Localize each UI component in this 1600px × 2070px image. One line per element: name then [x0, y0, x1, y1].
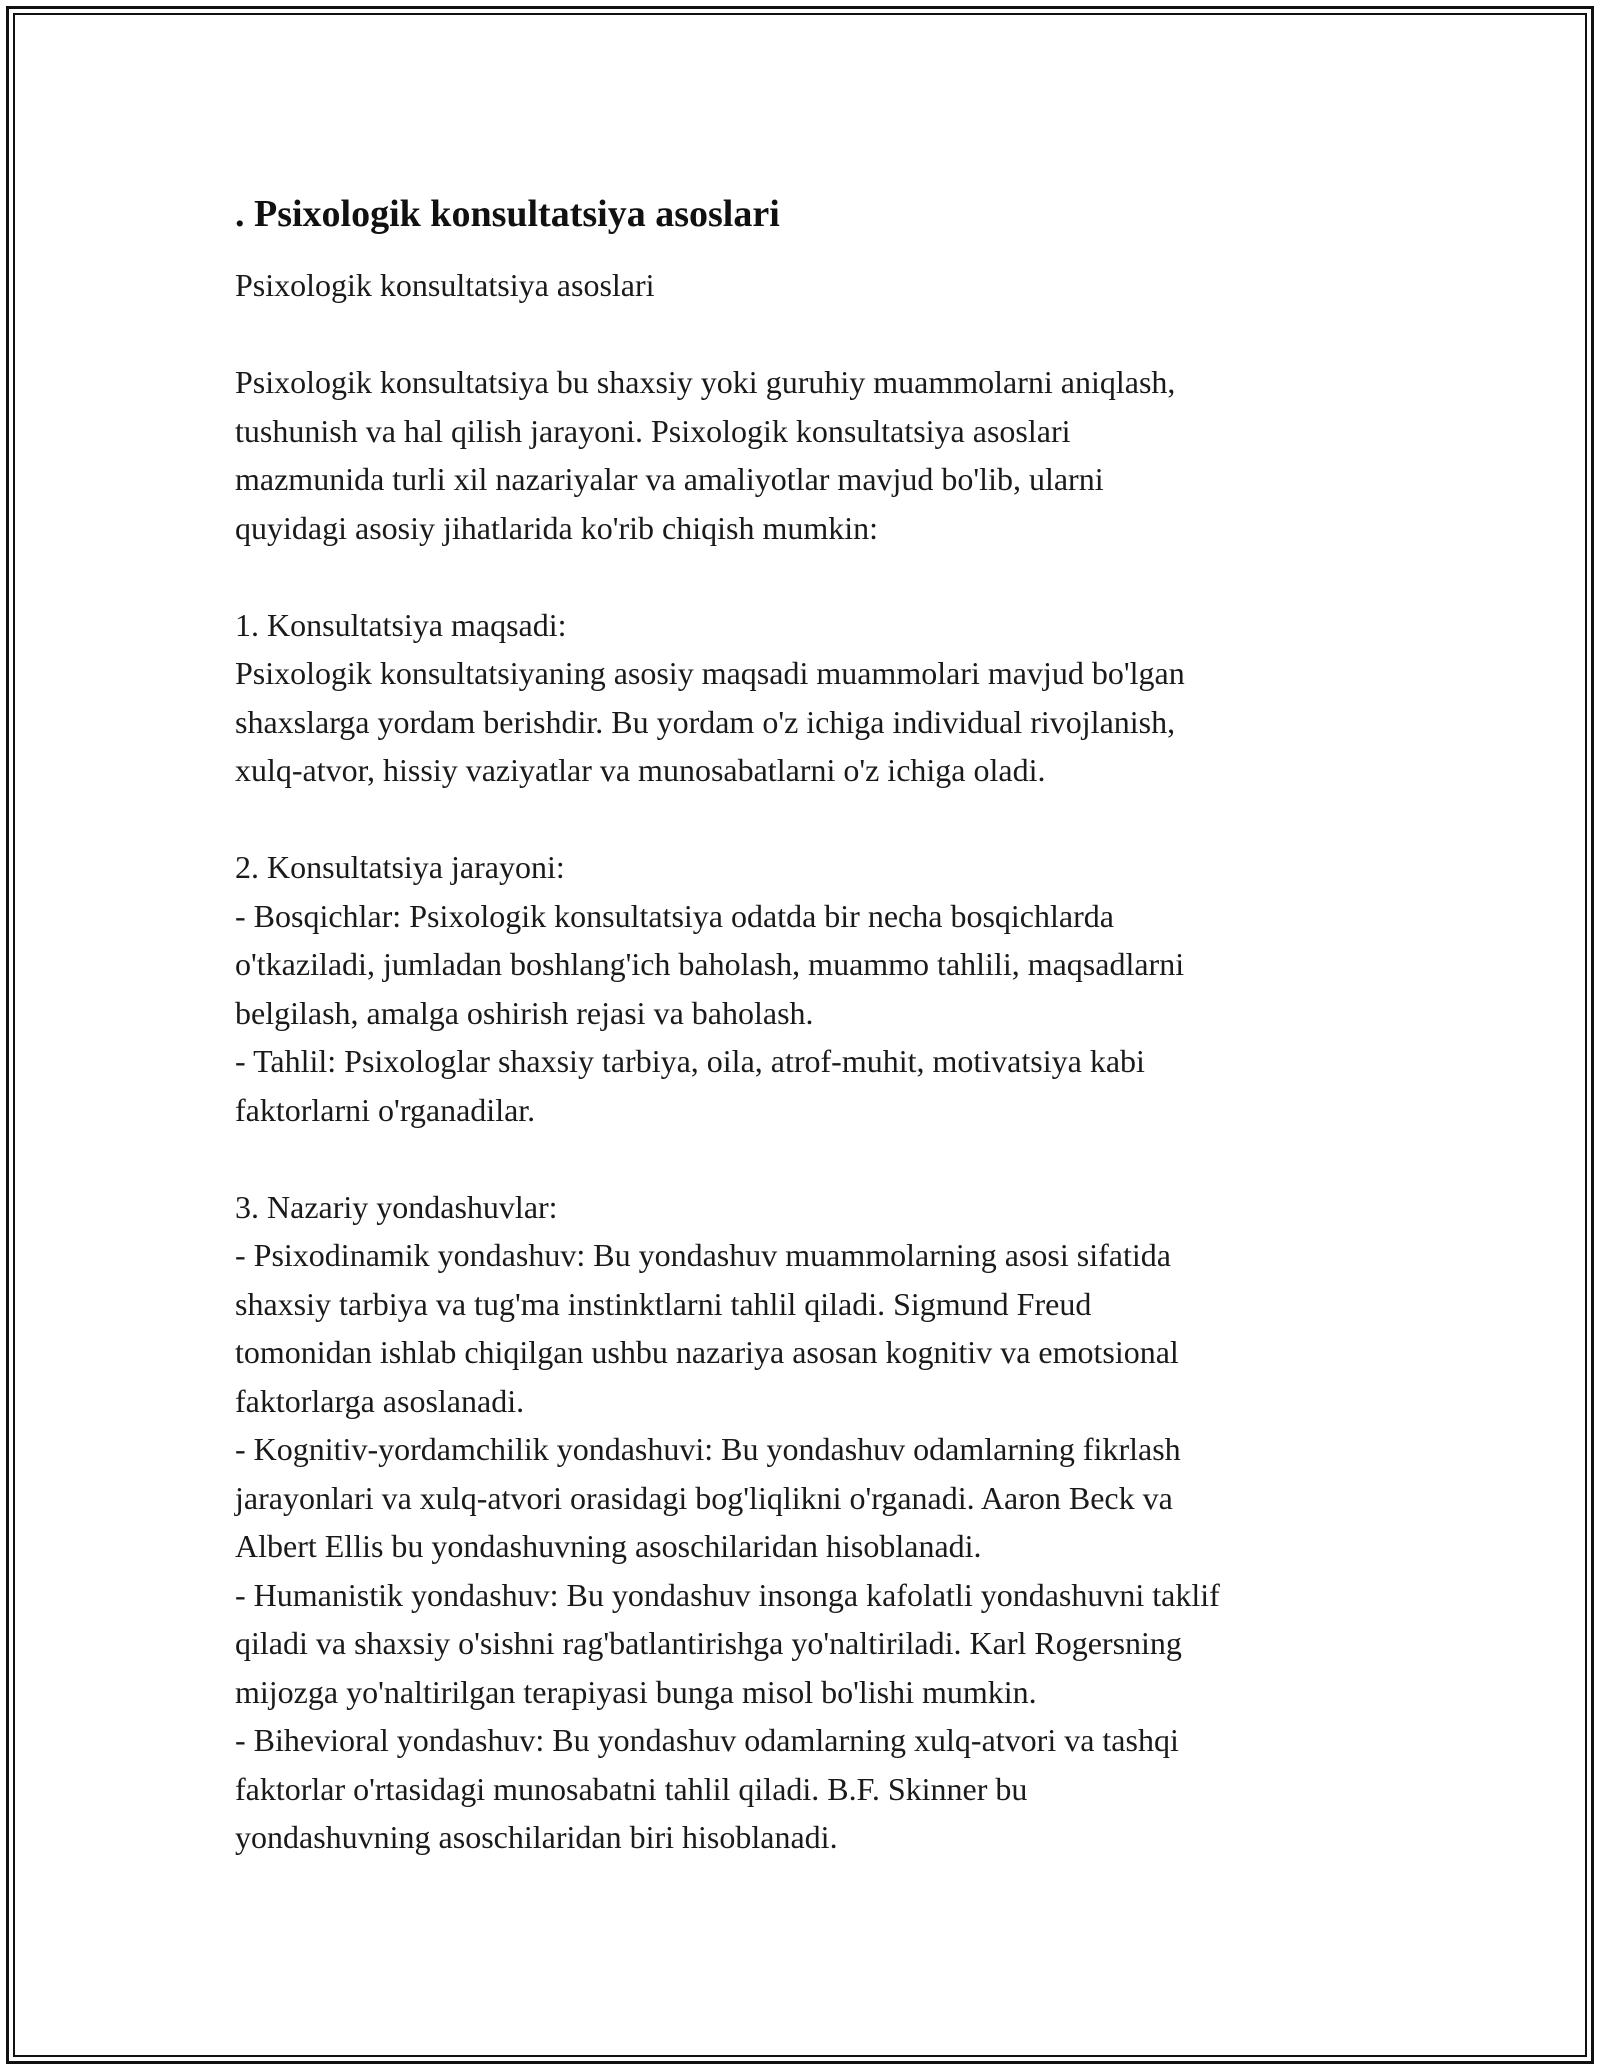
section-line: Psixologik konsultatsiyaning asosiy maqsadi muammolari mavjud bo'lgan — [235, 655, 1185, 691]
section-line: xulq-atvor, hissiy vaziyatlar va munosabatlarni o'z ichiga oladi. — [235, 752, 1046, 788]
paragraph-gap — [235, 795, 1375, 844]
section-line: - Tahlil: Psixologlar shaxsiy tarbiya, oila, atrof-muhit, motivatsiya kabi — [235, 1043, 1145, 1079]
section-heading: 3. Nazariy yondashuvlar: — [235, 1188, 558, 1225]
section-line: o'tkaziladi, jumladan boshlang'ich baholash, muammo tahlili, maqsadlarni — [235, 946, 1185, 982]
intro-line: quyidagi asosiy jihatlarida ko'rib chiqish mumkin: — [235, 509, 879, 546]
section-line: Albert Ellis bu yondashuvning asoschilaridan hisoblanadi. — [235, 1528, 982, 1564]
paragraph-gap — [235, 552, 1375, 601]
section-line: belgilash, amalga oshirish rejasi va baholash. — [235, 994, 814, 1031]
document-subtitle: Psixologik konsultatsiya asoslari — [235, 267, 655, 303]
section-heading: 2. Konsultatsiya jarayoni: — [235, 849, 565, 885]
paragraph-gap — [235, 1134, 1375, 1183]
section-line: faktorlar o'rtasidagi munosabatni tahlil qiladi. B.F. Skinner bu — [235, 1770, 1028, 1807]
section-heading: 1. Konsultatsiya maqsadi: — [235, 606, 567, 643]
section-line: - Humanistik yondashuv: Bu yondashuv insonga kafolatli yondashuvni taklif — [235, 1576, 1220, 1613]
section-line: - Psixodinamik yondashuv: Bu yondashuv muammolarning asosi sifatida — [235, 1237, 1171, 1273]
paragraph-gap — [235, 310, 1375, 359]
intro-line: mazmunida turli xil nazariyalar va amaliyotlar mavjud bo'lib, ularni — [235, 461, 1104, 497]
section-line: - Bosqichlar: Psixologik konsultatsiya odatda bir necha bosqichlarda — [235, 897, 1114, 934]
section-line: mijozga yo'naltirilgan terapiyasi bunga misol bo'lishi mumkin. — [235, 1673, 1037, 1710]
intro-line: tushunish va hal qilish jarayoni. Psixologik konsultatsiya asoslari — [235, 412, 1071, 449]
section-line: yondashuvning asoschilaridan biri hisoblanadi. — [235, 1819, 838, 1855]
section-line: faktorlarga asoslanadi. — [235, 1382, 525, 1419]
section-line: faktorlarni o'rganadilar. — [235, 1091, 536, 1128]
section-approaches — [235, 1183, 1375, 1862]
section-line: - Kognitiv-yordamchilik yondashuvi: Bu yondashuv odamlarning fikrlash — [235, 1431, 1181, 1467]
section-line: jarayonlari va xulq-atvori orasidagi bog'liqlikni o'rganadi. Aaron Beck va — [235, 1479, 1173, 1516]
section-line: tomonidan ishlab chiqilgan ushbu nazariya asosan kognitiv va emotsional — [235, 1334, 1179, 1370]
section-line: shaxsiy tarbiya va tug'ma instinktlarni tahlil qiladi. Sigmund Freud — [235, 1285, 1092, 1322]
section-goal — [235, 601, 1375, 795]
document-body — [235, 185, 1375, 1862]
section-line: qiladi va shaxsiy o'sishni rag'batlantirishga yo'naltiriladi. Karl Rogersning — [235, 1625, 1182, 1661]
section-line: - Bihevioral yondashuv: Bu yondashuv odamlarning xulq-atvori va tashqi — [235, 1722, 1179, 1758]
document-title: . Psixologik konsultatsiya asoslari — [235, 193, 780, 235]
intro-paragraph — [235, 358, 1375, 552]
intro-line: Psixologik konsultatsiya bu shaxsiy yoki guruhiy muammolarni aniqlash, — [235, 364, 1176, 400]
section-line: shaxslarga yordam berishdir. Bu yordam o'z ichiga individual rivojlanish, — [235, 703, 1176, 740]
section-process — [235, 843, 1375, 1134]
